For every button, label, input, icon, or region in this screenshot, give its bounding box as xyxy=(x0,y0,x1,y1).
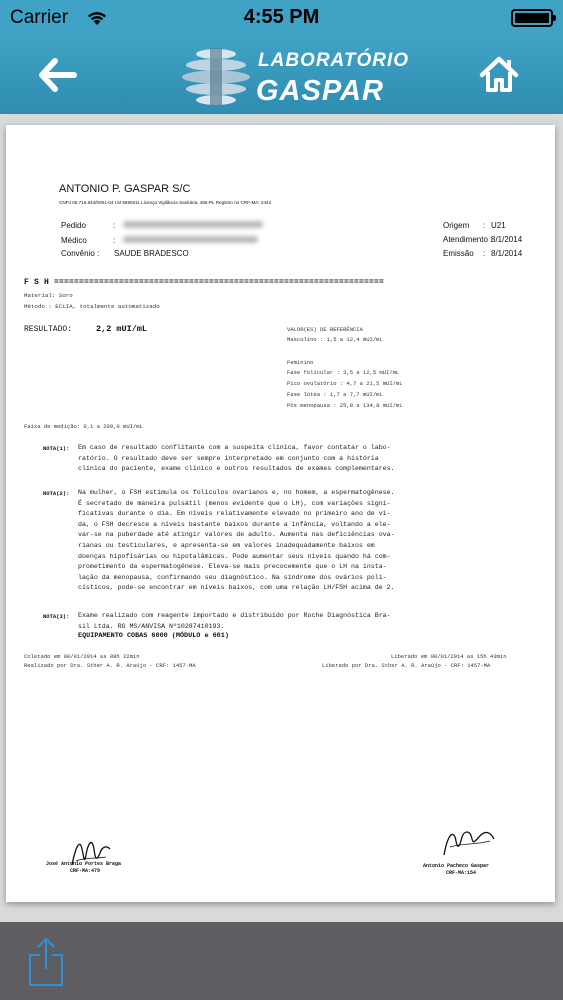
faixa-medicao: Faixa de medição: 0,1 a 200,0 mUI/mL xyxy=(24,423,143,430)
origem-label: Origem xyxy=(443,221,470,230)
resultado-value: 2,2 mUI/mL xyxy=(96,324,148,334)
atendimento-label: Atendimento : xyxy=(443,235,493,244)
emissao-value: 8/1/2014 xyxy=(491,249,523,258)
report-page: ANTONIO P. GASPAR S/C CNPJ 06.716.644/0001-04 I.M 5690311 Licença Vigilância Sanitária: 465-PL Registro no CRF-MA: 2443 Pedido : Médico : Convênio : SAUDE BRADESCO Origem : U21 Atendimento : 8/1/2014 Emissão : 8/1/2014 F S H ================================================================== Material: Soro Método : ECLIA, totalmente automatizado RESULTADO: 2,2 mUI/mL VALOR(ES) DE REFERÊNCIA Masculino : 1,5 a 12,4 mUI/mL Feminino Fase folicular : 3,5 a 12,5 mUI/mL Pico ovulatório : 4,7 a 21,5 mUI/mL Fase lútea : 1,7 a 7,7 mUI/mL Pós menopausa : 25,8 a 134,8 mUI/mL Faixa de medição: 0,1 a 200,0 mUI/mL NOTA(1): Em caso de resultado conflitante com a suspeita clínica, favor contatar o labo- ratório. O resultado deve ser sempre interpretado em conjunto com a história clínica do paciente, exame clínico e outros resultados de exames complementares. NOTA(2): Na mulher, o FSH estimula os folículos ovarianos e, no homem, a espermatogênese. É secretado de maneira pulsátil (menos evidente que o LH), com variações signi- ficativas durante o dia. Em níveis relativamente elevado no primeiro ano de vi- da, o FSH decresce a níveis bastante baixos durante a infância, voltando a ele- var-se na puberdade até atingir valores de adulto. Aumenta nas deficiências ova- rianas ou testiculares, e apresenta-se em valores inadequadamente baixos em doenças hipofisárias ou hipotalâmicas. Pode aumentar seus níveis quando há com- prometimento da espermatogênese. Eleva-se mais precocemente que o LH na insta- lação da menopausa, confirmando seu diagnóstico. Na síndrome dos ovários poli- císticos, pode-se encontrar em níveis baixos, com uma relação LH/FSH acima de 2. NOTA(3): Exame realizado com reagente importado e distribuído por Roche Diagnóstica Bra- sil Ltda. RG MS/ANVISA Nº10287410193. EQUIPAMENTO COBAS 6000 (MÓDULO e 601) Coletado em 08/01/2014 as 08h 22min Realizado por Dra. Sther A. R. Araújo - CRF: 1457-MA Liberado em 08/01/2014 as 15h 43min Liberado por Dra. Sther A. R. Araújo - CRF: 1457-MA José Antonio Portes Braga CRF-MA:479 Antonio Pacheco Gaspar CRF-MA:154 xyxy=(6,125,555,902)
status-bar xyxy=(0,0,563,36)
ref-folicular: Fase folicular : 3,5 a 12,5 mUI/mL xyxy=(287,369,400,376)
material: Material: Soro xyxy=(24,292,73,299)
nota3-label: NOTA(3): xyxy=(43,613,70,620)
origem-value: U21 xyxy=(491,221,506,230)
nota3-text: Exame realizado com reagente importado e distribuído por Roche Diagnóstica Bra- sil Ltda. RG MS/ANVISA Nº10287410193. xyxy=(78,612,391,630)
metodo: Método : ECLIA, totalmente automatizado xyxy=(24,303,160,310)
clock: 4:55 PM xyxy=(243,6,320,28)
logo-line1: LABORATÓRIO xyxy=(258,50,410,71)
convenio-value: SAUDE BRADESCO xyxy=(114,249,189,258)
signature-1-name: José Antonio Portes Braga xyxy=(46,861,122,867)
logo-mark-icon xyxy=(180,44,252,108)
nota2-text: Na mulher, o FSH estimula os folículos ovarianos e, no homem, a espermatogênese. É secretado de maneira pulsátil (menos evidente que o LH), com variações signi- ficativas durante o dia. Em níveis relativamente elevado no primeiro ano de vi- da, o FSH decresce a níveis bastante baixos durante a infância, voltando a ele- var-se na puberdade até atingir valores de adulto. Aumenta nas deficiências ova- rianas ou testiculares, e apresenta-se em valores inadequadamente baixos em doenças hipofisárias ou hipotalâmicas. Pode aumentar seus níveis quando há com- prometimento da espermatogênese. Eleva-se mais precocemente que o LH na insta- lação da menopausa, confirmando seu diagnóstico. Na síndrome dos ovários poli- císticos, pode-se encontrar em níveis baixos, com uma relação LH/FSH acima de 2. xyxy=(78,489,395,592)
share-button[interactable] xyxy=(28,937,64,987)
convenio-label: Convênio : xyxy=(61,249,100,258)
back-arrow-icon xyxy=(38,58,78,92)
report-viewer[interactable] xyxy=(0,114,563,922)
back-button[interactable] xyxy=(38,58,78,92)
home-icon xyxy=(479,54,519,94)
liberado-em: Liberado em 08/01/2014 as 15h 43min xyxy=(391,653,507,660)
company-name: ANTONIO P. GASPAR S/C xyxy=(59,183,191,195)
battery-icon xyxy=(511,9,553,27)
medico-label: Médico xyxy=(61,236,87,245)
share-icon xyxy=(28,937,64,987)
ref-menopausa: Pós menopausa : 25,8 a 134,8 mUI/mL xyxy=(287,402,403,409)
ref-masculino: Masculino : 1,5 a 12,4 mUI/mL xyxy=(287,336,383,343)
pedido-label: Pedido xyxy=(61,221,86,230)
redacted-patient xyxy=(123,221,263,228)
bottom-toolbar xyxy=(0,922,563,1000)
ref-feminino: Feminino xyxy=(287,359,314,366)
atendimento-value: 8/1/2014 xyxy=(491,235,523,244)
realizado-por: Realizado por Dra. Sther A. R. Araújo - CRF: 1457-MA xyxy=(24,662,196,669)
ref-ovulatorio: Pico ovulatório : 4,7 a 21,5 mUI/mL xyxy=(287,380,403,387)
nota1-label: NOTA(1): xyxy=(43,445,70,452)
signature-2-name: Antonio Pacheco Gaspar xyxy=(423,863,490,869)
equipamento: EQUIPAMENTO COBAS 6000 (MÓDULO e 601) xyxy=(78,632,229,640)
nav-bar xyxy=(0,36,563,114)
carrier-label: Carrier xyxy=(10,7,69,28)
coletado: Coletado em 08/01/2014 as 08h 22min xyxy=(24,653,140,660)
resultado-label: RESULTADO: xyxy=(24,325,73,334)
signature-1-crf: CRF-MA:479 xyxy=(70,868,101,874)
home-button[interactable] xyxy=(479,54,519,94)
nota2-label: NOTA(2): xyxy=(43,490,70,497)
signature-2-crf: CRF-MA:154 xyxy=(446,870,477,876)
logo-line2: GASPAR xyxy=(256,75,384,107)
lab-logo xyxy=(180,44,410,108)
company-registration: CNPJ 06.716.644/0001-04 I.M 5690311 Licença Vigilância Sanitária: 465-PL Registro no CRF-MA: 2443 xyxy=(59,200,272,205)
ref-lutea: Fase lútea : 1,7 a 7,7 mUI/mL xyxy=(287,391,383,398)
ref-title: VALOR(ES) DE REFERÊNCIA xyxy=(287,326,363,333)
exam-header: F S H ================================================================== xyxy=(24,278,385,287)
liberado-por: Liberado por Dra. Sther A. R. Araújo - CRF: 1457-MA xyxy=(322,662,491,669)
nota1-text: Em caso de resultado conflitante com a suspeita clínica, favor contatar o labo- ratório. O resultado deve ser sempre interpretado em conjunto com a história clínica do paciente, exame clínico e outros resultados de exames complementares. xyxy=(78,444,395,473)
emissao-label: Emissão xyxy=(443,249,474,258)
redacted-doctor xyxy=(123,236,258,243)
